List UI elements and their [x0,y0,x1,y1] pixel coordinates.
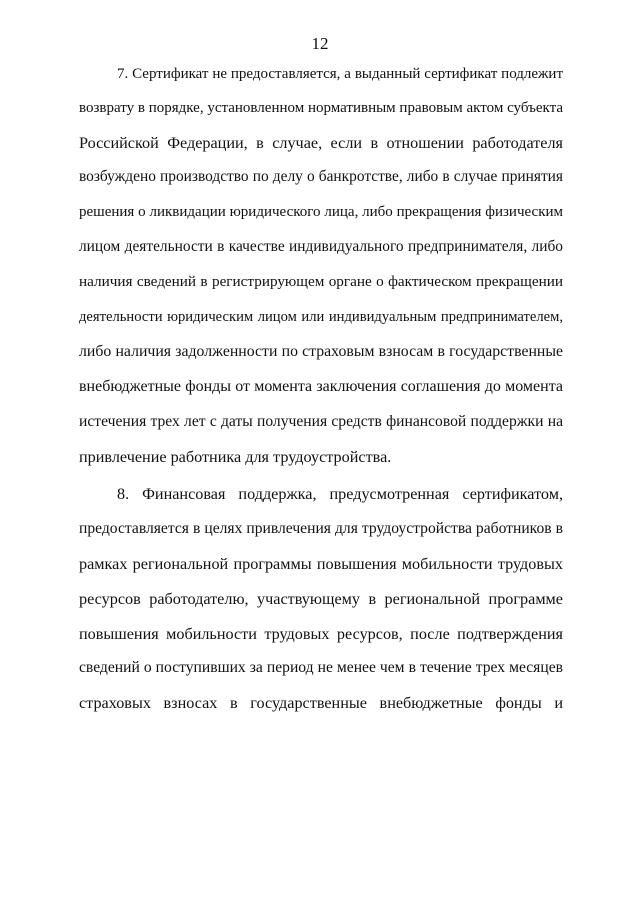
paragraph-7-line-3: Российской Федерации, в случае, если в отношении работодателя [79,134,563,152]
paragraph-8-line-6: сведений о поступивших за период не менее чем в течение трех месяцев [79,659,563,676]
paragraph-7-line-6: лицом деятельности в качестве индивидуального предпринимателя, либо [79,238,563,255]
paragraph-8-line-2: предоставляется в целях привлечения для трудоустройства работников в [79,520,563,537]
page-number: 12 [311,34,329,53]
paragraph-7-line-1: 7. Сертификат не предоставляется, а выданный сертификат подлежит [117,66,563,82]
paragraph-7-line-11: истечения трех лет с даты получения средств финансовой поддержки на [79,413,563,430]
paragraph-7-line-2: возврату в порядке, установленном нормативным правовым актом субъекта [79,100,563,116]
paragraph-7-line-4: возбуждено производство по делу о банкротстве, либо в случае принятия [79,168,563,185]
paragraph-7-line-5: решения о ликвидации юридического лица, либо прекращения физическим [79,204,563,220]
paragraph-8-line-5: повышения мобильности трудовых ресурсов, после подтверждения [79,625,563,643]
paragraph-7-line-8: деятельности юридическим лицом или индивидуальным предпринимателем, [79,309,563,325]
paragraph-7-line-12: привлечение работника для трудоустройства. [79,448,392,466]
paragraph-7-line-10: внебюджетные фонды от момента заключения соглашения до момента [79,378,563,395]
paragraph-8-line-1: 8. Финансовая поддержка, предусмотренная сертификатом, [117,485,563,503]
paragraph-7-line-7: наличия сведений в регистрирующем органе о фактическом прекращении [79,273,563,290]
paragraph-8-line-3: рамках региональной программы повышения мобильности трудовых [79,555,563,573]
paragraph-8-line-7: страховых взносах в государственные внебюджетные фонды и [79,694,563,712]
paragraph-7-line-9: либо наличия задолженности по страховым взносам в государственные [79,343,563,360]
paragraph-8-line-4: ресурсов работодателю, участвующему в региональной программе [79,590,563,608]
